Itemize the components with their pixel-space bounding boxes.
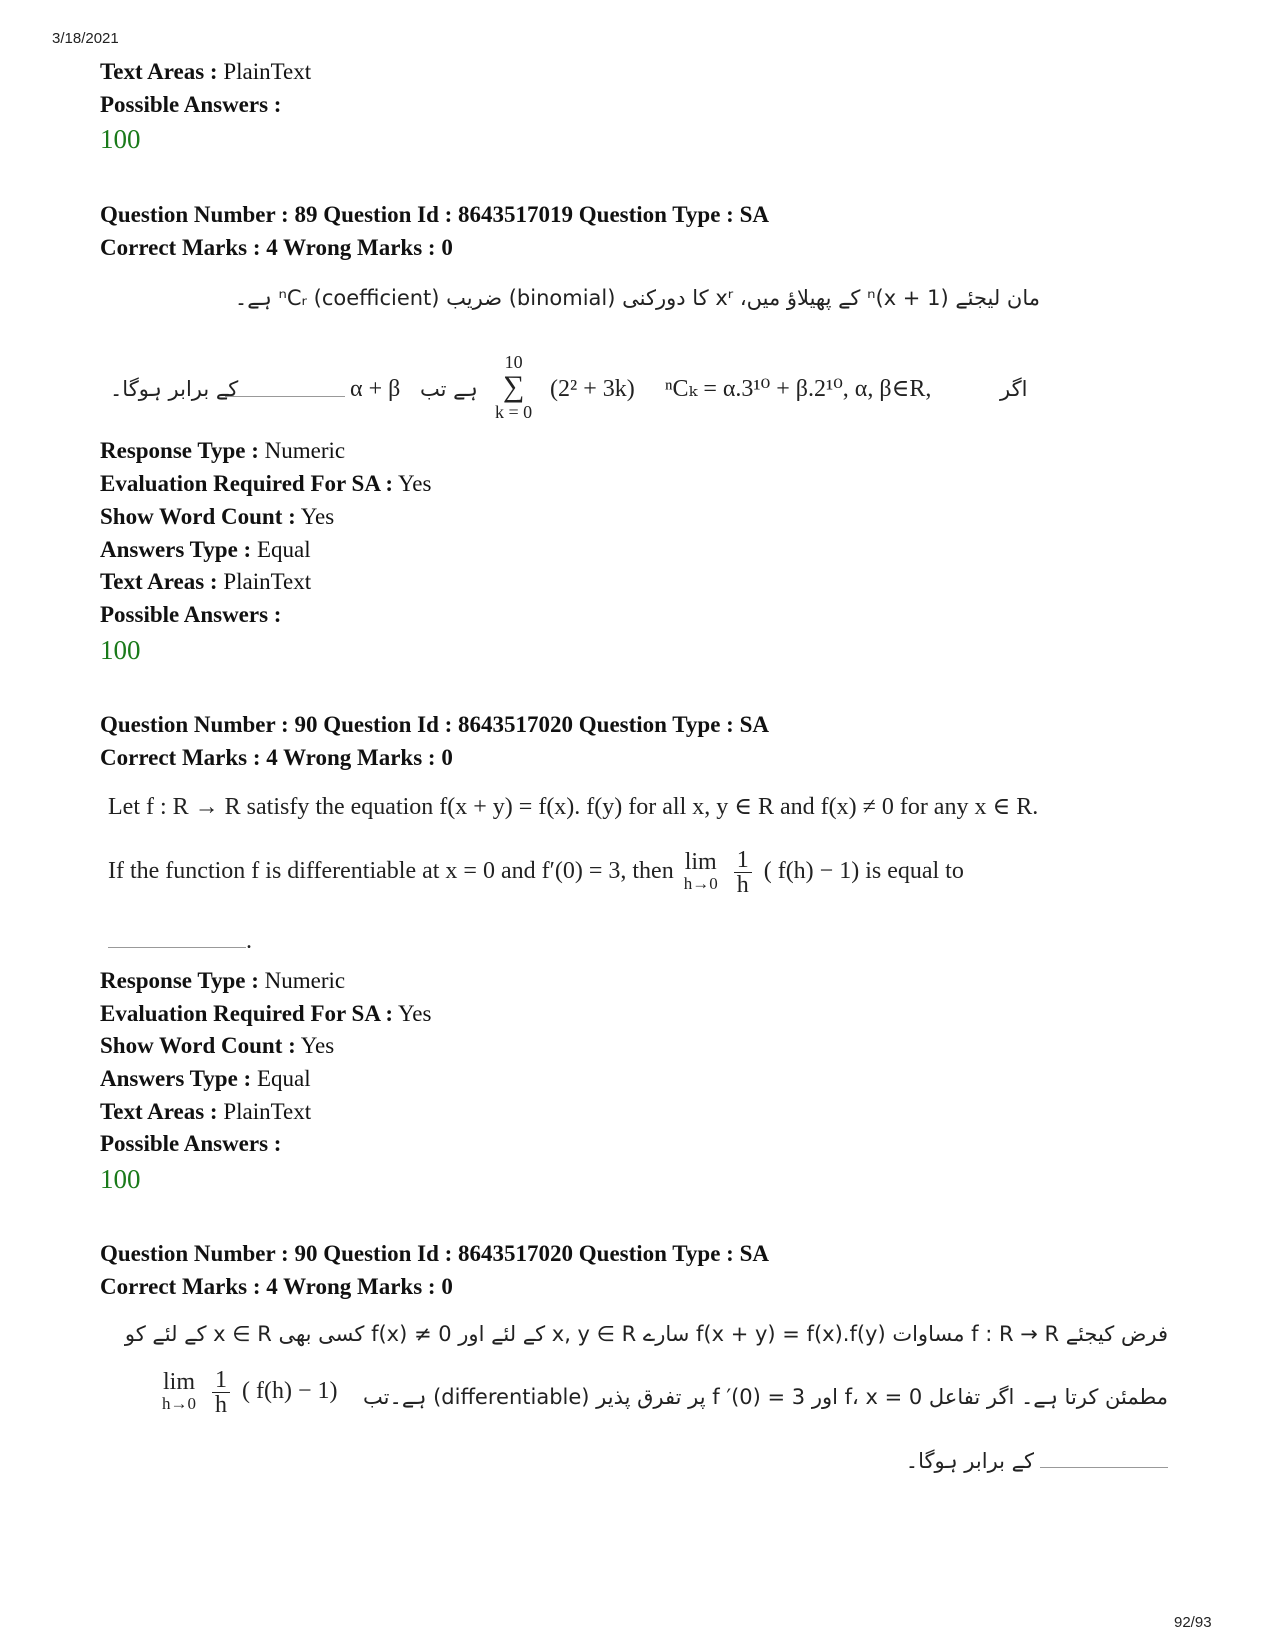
q90u-urdu-line1: فرض کیجئے f : R → R مساوات f(x + y) = f(x).f(y) سارے x, y ∈ R کے لئے اور f(x) ≠ 0 کسی بھی x ∈ R کے لئے کو xyxy=(124,1322,1168,1346)
q90-response-type-row xyxy=(100,967,345,995)
q90-possible-answer-value: 100 xyxy=(100,1164,141,1194)
word-count-label: Show Word Count : xyxy=(100,504,296,529)
word-count-label: Show Word Count : xyxy=(100,1033,296,1058)
q90u-line3 xyxy=(878,1446,1168,1476)
q89-possible-answers-label: Possible Answers : xyxy=(100,602,282,627)
q90-word-count-row xyxy=(100,1032,334,1060)
fraction-denominator: h xyxy=(215,1392,227,1418)
possible-answer-value: 100 xyxy=(100,124,141,154)
text-areas-row xyxy=(100,58,311,86)
q89-urdu-then: ہے تب xyxy=(420,377,478,401)
eval-value: Yes xyxy=(398,471,432,496)
sum-term: (2² + 3k) xyxy=(550,376,635,402)
sum-lower: k = 0 xyxy=(495,402,533,422)
q89-answers-type-row xyxy=(100,536,311,564)
fraction xyxy=(734,848,752,897)
q90u-urdu-line2: مطمئن کرتا ہے۔ اگر تفاعل f، x = 0 اور f ′(0) = 3 پر تفرق پذیر (differentiable) ہے۔تب xyxy=(363,1385,1168,1409)
q90-answers-type-row xyxy=(100,1065,311,1093)
eval-label: Evaluation Required For SA : xyxy=(100,1001,394,1026)
q89-word-count-row xyxy=(100,503,334,531)
q89-eval-row xyxy=(100,470,431,498)
q90u-header: Question Number : 90 Question Id : 8643517020 Question Type : SA xyxy=(100,1241,769,1266)
q90u-marks: Correct Marks : 4 Wrong Marks : 0 xyxy=(100,1274,453,1299)
response-type-value: Numeric xyxy=(264,438,346,463)
text-areas-label: Text Areas : xyxy=(100,1099,218,1124)
text-areas-value: PlainText xyxy=(223,569,312,594)
lim-text: lim xyxy=(684,848,717,875)
eval-value: Yes xyxy=(398,1001,432,1026)
q90-eq2-part-b: ( f(h) − 1) xyxy=(763,858,860,885)
q89-text-areas-row xyxy=(100,568,311,596)
answer-blank xyxy=(1040,1467,1168,1468)
q90-blank-line xyxy=(108,926,252,956)
q89-marks: Correct Marks : 4 Wrong Marks : 0 xyxy=(100,235,453,260)
q90-marks: Correct Marks : 4 Wrong Marks : 0 xyxy=(100,745,453,770)
limit-expression xyxy=(683,848,718,895)
fraction xyxy=(212,1368,230,1417)
text-areas-value: PlainText xyxy=(223,59,312,84)
q89-response-type-row xyxy=(100,437,345,465)
q90-eval-row xyxy=(100,1000,431,1028)
q90-header: Question Number : 90 Question Id : 8643517020 Question Type : SA xyxy=(100,712,769,737)
answers-type-value: Equal xyxy=(256,1066,311,1091)
fraction-numerator: 1 xyxy=(734,848,752,873)
q90-possible-answers-label: Possible Answers : xyxy=(100,1131,282,1156)
eval-label: Evaluation Required For SA : xyxy=(100,471,394,496)
answers-type-label: Answers Type : xyxy=(100,1066,252,1091)
word-count-value: Yes xyxy=(300,504,335,529)
fraction-numerator: 1 xyxy=(212,1368,230,1393)
answer-blank xyxy=(108,947,246,948)
q90-equation-line2 xyxy=(108,848,1168,897)
q89-header: Question Number : 89 Question Id : 8643517019 Question Type : SA xyxy=(100,202,769,227)
sum-upper: 10 xyxy=(504,352,523,372)
answers-type-label: Answers Type : xyxy=(100,537,252,562)
lim-subscript: h→0 xyxy=(683,873,718,893)
q90-equation-line1: Let f : R → R satisfy the equation f(x + y) = f(x). f(y) for all x, y ∈ R and f(x) ≠ 0 for any x ∈ R. xyxy=(108,794,1039,820)
response-type-value: Numeric xyxy=(264,968,346,993)
lim-text: lim xyxy=(162,1368,195,1395)
q90-text-areas-row xyxy=(100,1098,311,1126)
q89-urdu-if: اگر xyxy=(1000,377,1028,401)
q90-blank-period: . xyxy=(246,928,252,954)
q89-urdu-line1: مان لیجئے (1 + x)ⁿ کے پھیلاؤ میں، xʳ کا دورکنی (binomial) ضریب (coefficient) ⁿCᵣ ہے۔ xyxy=(234,286,1040,310)
possible-answers-label: Possible Answers : xyxy=(100,92,282,117)
q89-alpha-beta: α + β xyxy=(350,376,401,402)
answer-blank xyxy=(225,396,345,397)
q90-eq2-part-c: is equal to xyxy=(865,858,964,885)
page-number: 92/93 xyxy=(1174,1614,1212,1631)
sigma-icon: ∑ xyxy=(502,370,525,403)
q89-condition: ⁿCₖ = α.3¹⁰ + β.2¹⁰, α, β∈R, xyxy=(665,376,932,402)
answers-type-value: Equal xyxy=(256,537,311,562)
response-type-label: Response Type : xyxy=(100,968,259,993)
lim-subscript: h→0 xyxy=(162,1393,196,1413)
q89-urdu-end: کے برابر ہوگا۔ xyxy=(110,377,239,401)
q89-possible-answer-value: 100 xyxy=(100,635,141,665)
q90u-line2 xyxy=(158,1368,1168,1428)
word-count-value: Yes xyxy=(300,1033,335,1058)
print-date: 3/18/2021 xyxy=(52,30,119,47)
q89-urdu-line2 xyxy=(110,352,1040,436)
limit-expression xyxy=(162,1368,196,1415)
response-type-label: Response Type : xyxy=(100,438,259,463)
text-areas-label: Text Areas : xyxy=(100,569,218,594)
fraction-denominator: h xyxy=(736,872,749,898)
summation xyxy=(495,352,532,422)
q90-eq2-part-a: If the function f is differentiable at x = 0 and f′(0) = 3, then xyxy=(108,858,674,885)
q90u-limit-group xyxy=(158,1368,338,1417)
text-areas-value: PlainText xyxy=(223,1099,312,1124)
text-areas-label: Text Areas : xyxy=(100,59,218,84)
q90u-expression: ( f(h) − 1) xyxy=(242,1378,338,1405)
q90u-urdu-line3: کے برابر ہوگا۔ xyxy=(905,1449,1034,1473)
